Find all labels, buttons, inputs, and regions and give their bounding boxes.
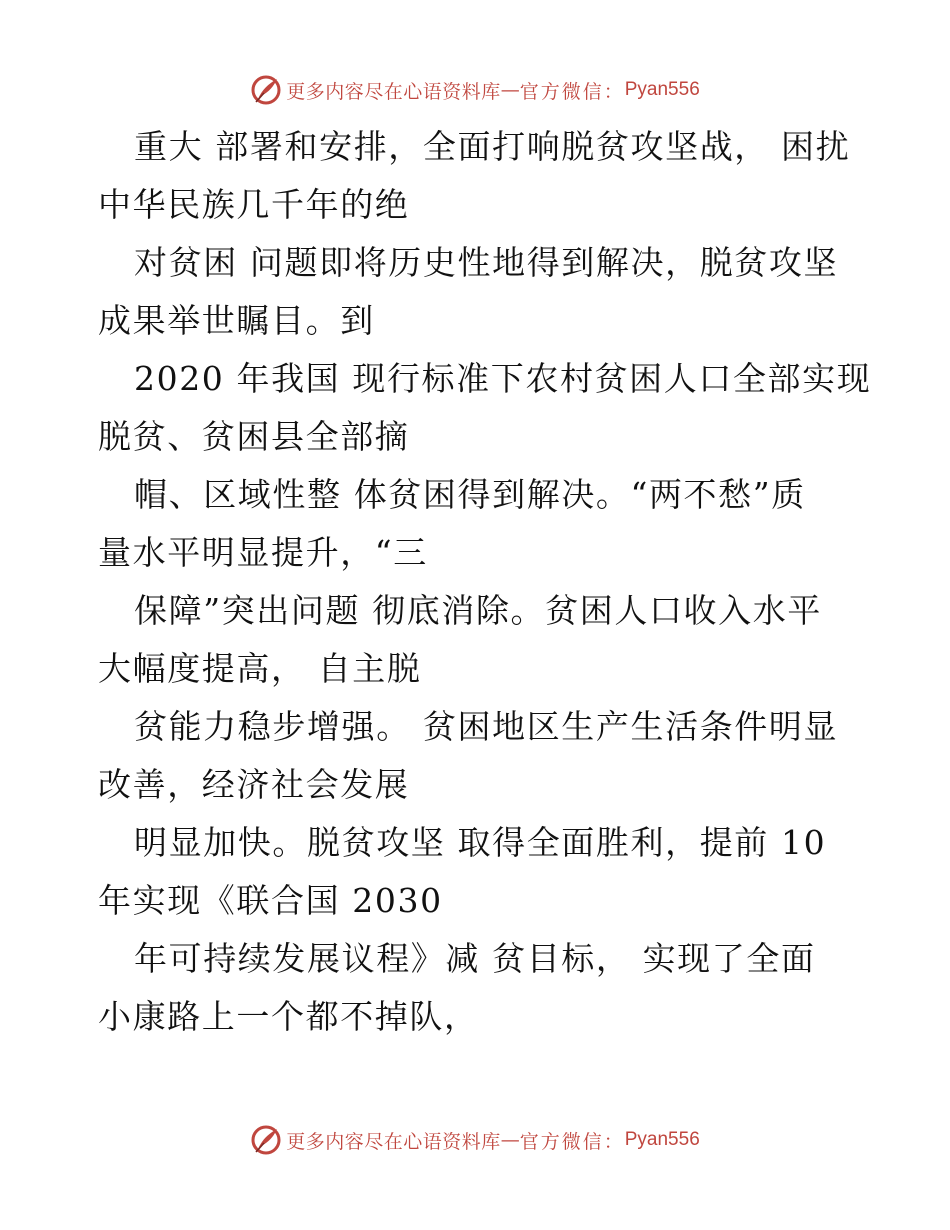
body-line: 小康路上一个都不掉队，: [98, 997, 479, 1036]
document-body: [98, 118, 872, 1046]
header-wechat-label: 官方微信：: [519, 80, 625, 103]
body-line: 帽、区域性整 体贫困得到解决。“两不愁”质: [134, 475, 806, 514]
feather-logo-icon: [250, 1124, 282, 1156]
footer-wechat-label: 官方微信：: [519, 1130, 625, 1153]
body-line: 对贫困 问题即将历史性地得到解决，脱贫攻坚: [134, 243, 839, 282]
body-line: 成果举世瞩目。到: [98, 301, 375, 340]
footer-banner: [0, 1120, 950, 1160]
body-line: 2020 年我国 现行标准下农村贫困人口全部实现: [134, 359, 872, 398]
body-line: 保障”突出问题 彻底消除。贫困人口收入水平: [134, 591, 822, 630]
footer-banner-dash: —: [500, 1129, 520, 1151]
body-line: 大幅度提高， 自主脱: [98, 649, 422, 688]
body-line: 改善，经济社会发展: [98, 765, 410, 804]
header-wechat-id: Pyan556: [624, 79, 700, 100]
body-line: 年可持续发展议程》减 贫目标， 实现了全面: [134, 939, 816, 978]
body-line: 明显加快。脱贫攻坚 取得全面胜利，提前 10: [134, 823, 827, 862]
body-line: 量水平明显提升，“三: [98, 533, 428, 572]
header-banner-dash: —: [500, 79, 520, 101]
header-banner: [0, 70, 950, 110]
body-line: 贫能力稳步增强。 贫困地区生产生活条件明显: [134, 707, 839, 746]
body-line: 脱贫、贫困县全部摘: [98, 417, 410, 456]
footer-wechat-id: Pyan556: [624, 1129, 700, 1150]
body-line: 年实现《联合国 2030: [98, 881, 443, 920]
footer-banner-text: 更多内容尽在心语资料库: [286, 1130, 501, 1153]
body-line: 重大 部署和安排，全面打响脱贫攻坚战， 困扰: [134, 127, 851, 166]
feather-logo-icon: [250, 74, 282, 106]
body-line: 中华民族几千年的绝: [98, 185, 410, 224]
header-banner-text: 更多内容尽在心语资料库: [286, 80, 501, 103]
